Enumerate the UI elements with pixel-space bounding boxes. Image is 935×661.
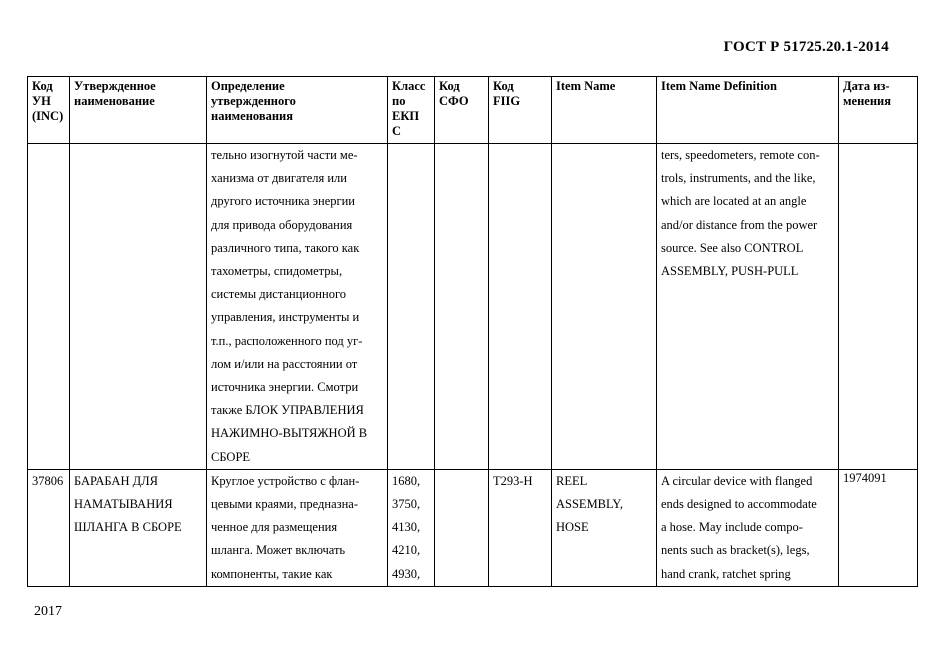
table-header-row	[28, 77, 918, 144]
column-header-approved-name: Утвержденное наименование	[70, 77, 207, 144]
column-header-fiig: Код FIIG	[489, 77, 552, 144]
approved-name-cell	[70, 144, 207, 470]
column-header-definition: Определение утвержденного наименования	[207, 77, 388, 144]
item-name-cell	[552, 144, 657, 470]
inc-cell	[28, 144, 70, 470]
column-header-class: Класс по ЕКП С	[388, 77, 435, 144]
change-date-cell: 1974091	[839, 469, 918, 586]
class-cell	[388, 144, 435, 470]
sfo-cell	[435, 144, 489, 470]
fiig-cell: T293-H	[489, 469, 552, 586]
nomenclature-table	[27, 76, 918, 587]
column-header-change-date: Дата из- менения	[839, 77, 918, 144]
column-header-inc: Код УН (INC)	[28, 77, 70, 144]
column-header-sfo: Код СФО	[435, 77, 489, 144]
table-row	[28, 144, 918, 470]
definition-ru-cell: тельно изогнутой части ме- ханизма от двигателя или другого источника энергии для привода оборудования различного типа, такого как тахометры, спидометры, системы дистанционного управления, инструменты и т.п., расположенного под уг- лом и/или на расстоянии от источника энергии. Смотри также БЛОК УПРАВЛЕНИЯ НАЖИМНО-ВЫТЯЖНОЙ В СБОРЕ	[207, 144, 388, 470]
definition-en-cell: A circular device with flanged ends designed to accommodate a hose. May include compo- nents such as bracket(s), legs, hand crank, ratchet spring	[657, 469, 839, 586]
column-header-item-name: Item Name	[552, 77, 657, 144]
table-row	[28, 469, 918, 586]
approved-name-cell: БАРАБАН ДЛЯ НАМАТЫВАНИЯ ШЛАНГА В СБОРЕ	[70, 469, 207, 586]
page-number: 2017	[34, 604, 62, 619]
fiig-cell	[489, 144, 552, 470]
inc-cell: 37806	[28, 469, 70, 586]
item-name-cell: REEL ASSEMBLY, HOSE	[552, 469, 657, 586]
document-standard-number: ГОСТ Р 51725.20.1-2014	[723, 39, 889, 55]
sfo-cell	[435, 469, 489, 586]
change-date-cell	[839, 144, 918, 470]
definition-ru-cell: Круглое устройство с флан- цевыми краями, предназна- ченное для размещения шланга. Может включать компоненты, такие как	[207, 469, 388, 586]
class-cell: 1680, 3750, 4130, 4210, 4930,	[388, 469, 435, 586]
definition-en-cell: ters, speedometers, remote con- trols, instruments, and the like, which are located at an angle and/or distance from the power source. See also CONTROL ASSEMBLY, PUSH-PULL	[657, 144, 839, 470]
column-header-item-name-definition: Item Name Definition	[657, 77, 839, 144]
